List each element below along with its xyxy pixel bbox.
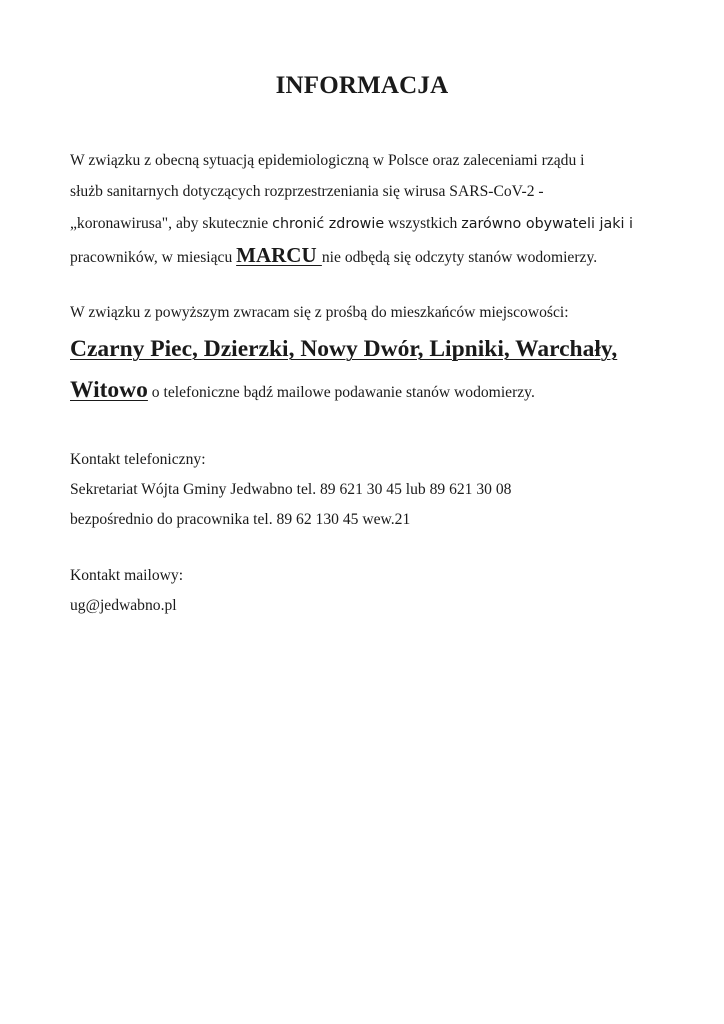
villages-list-line-2: Witowo	[70, 377, 148, 403]
notice-line-3a: „koronawirusa", aby skutecznie	[70, 214, 273, 232]
page-title: INFORMACJA	[275, 72, 449, 99]
notice-line-4b: nie odbędą się odczyty stanów wodomierzy.	[321, 248, 598, 266]
request-intro: W związku z powyższym zwracam się z prośbą do mieszkańców miejscowości:	[70, 304, 569, 321]
notice-line-3d: zarówno obywateli jaki i	[461, 215, 633, 232]
phone-contact-secretariat: Sekretariat Wójta Gminy Jedwabno tel. 89 621 30 45 lub 89 621 30 08	[70, 481, 512, 498]
notice-line-2: służb sanitarnych dotyczących rozprzestrzeniania się wirusa SARS-CoV-2 -	[70, 183, 544, 201]
notice-line-3b: chronić zdrowie	[272, 215, 385, 232]
email-contact-label: Kontakt mailowy:	[70, 567, 184, 584]
month-emphasis: MARCU	[236, 242, 322, 267]
email-contact-section	[70, 561, 670, 621]
villages-list-line-1: Czarny Piec, Dzierzki, Nowy Dwór, Lipniki, Warchały,	[70, 336, 618, 362]
request-tail: o telefoniczne bądź mailowe podawanie stanów wodomierzy.	[147, 384, 535, 401]
phone-contact-label: Kontakt telefoniczny:	[70, 451, 206, 468]
villages-paragraph	[70, 330, 670, 412]
phone-contact-direct: bezpośrednio do pracownika tel. 89 62 130 45 wew.21	[70, 511, 411, 528]
notice-line-4a: pracowników, w miesiącu	[70, 248, 237, 266]
notice-paragraph	[70, 145, 670, 273]
notice-line-3c: wszystkich	[384, 214, 462, 232]
notice-line-1: W związku z obecną sytuacją epidemiologiczną w Polsce oraz zaleceniami rządu i	[70, 152, 585, 169]
phone-contact-section	[70, 445, 670, 535]
email-address: ug@jedwabno.pl	[70, 597, 177, 614]
